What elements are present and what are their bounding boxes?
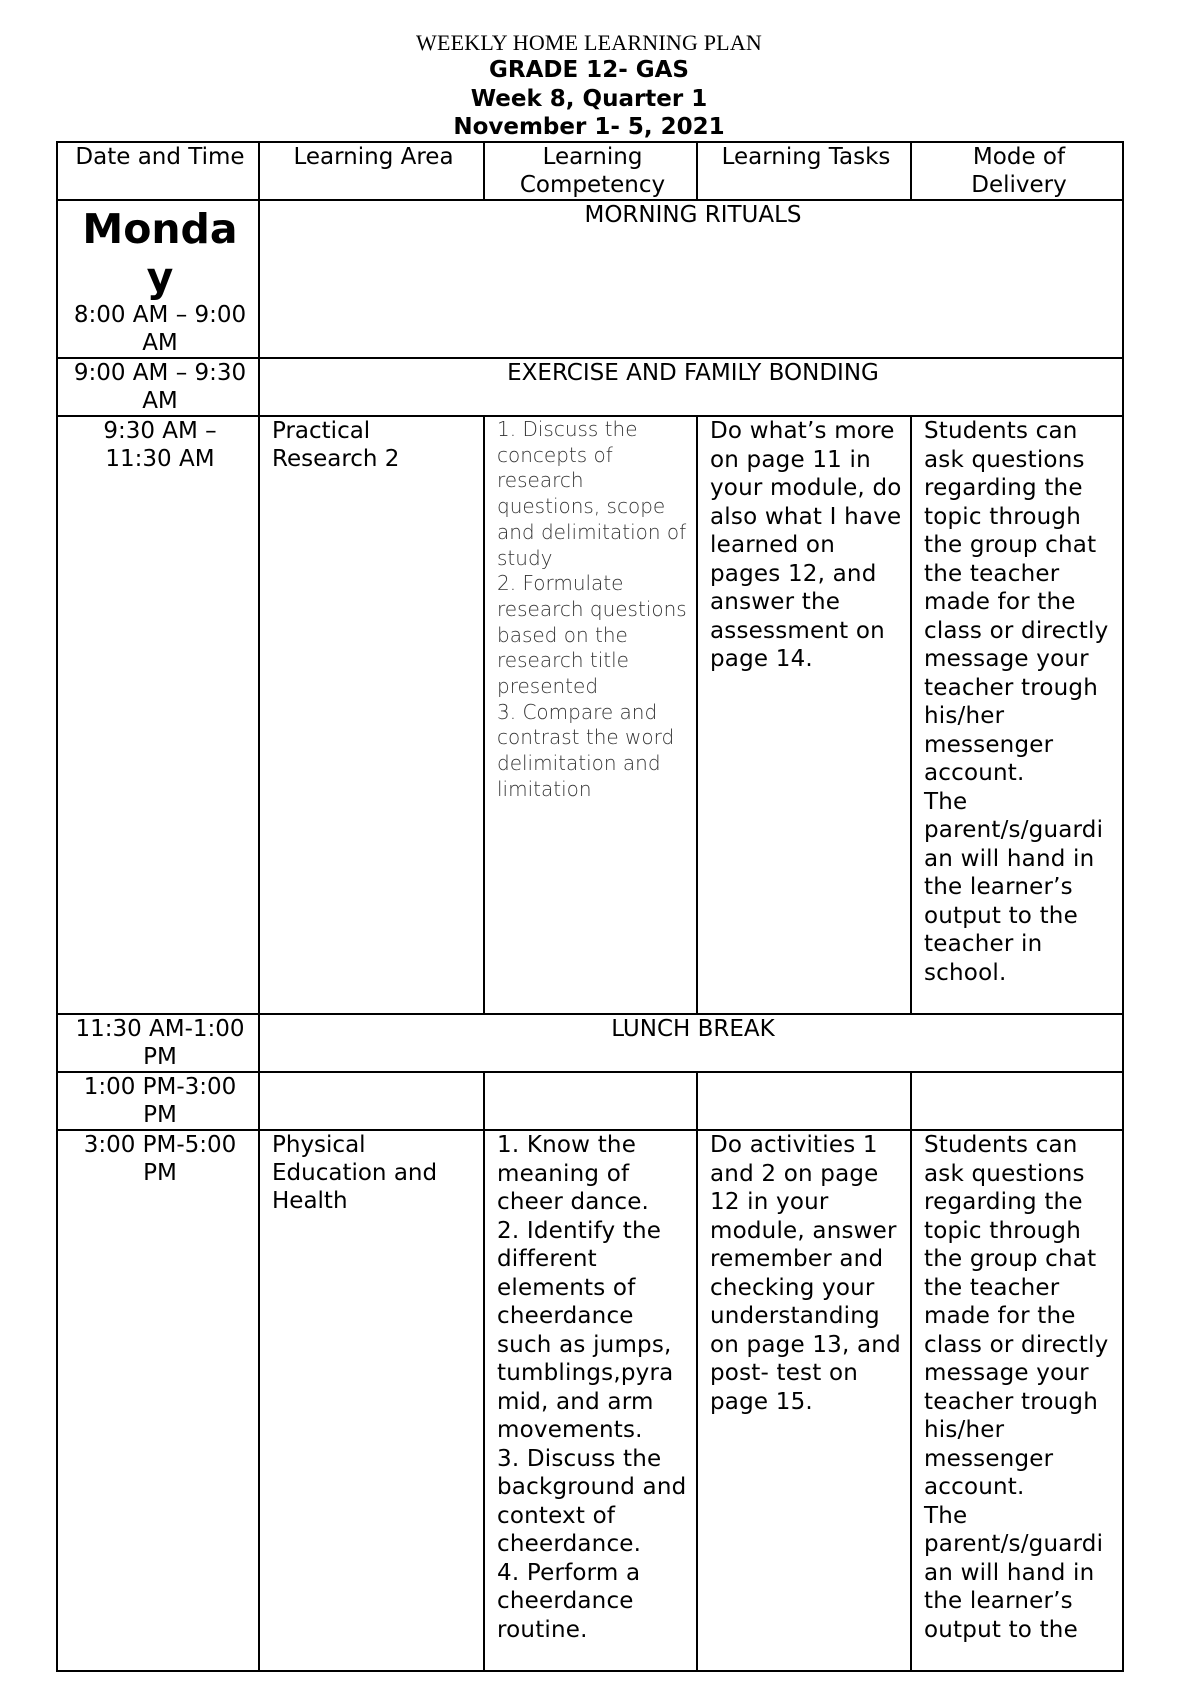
morning-activity: MORNING RITUALS [259, 200, 1123, 358]
empty-cell [697, 1072, 911, 1130]
table-row [57, 200, 1123, 358]
table-header-row [57, 142, 1123, 200]
plan-title: WEEKLY HOME LEARNING PLAN [416, 30, 762, 55]
learning-plan-table [56, 141, 1124, 1672]
pe-tasks: Do activities 1 and 2 on page 12 in your module, answer remember and checking your understanding on page 13, and post- test on page 15. [697, 1130, 911, 1671]
grade-heading: GRADE 12- GAS [488, 57, 689, 83]
empty-cell [484, 1072, 697, 1130]
header-learning-tasks: Learning Tasks [697, 142, 911, 200]
pe-competency: 1. Know the meaning of cheer dance. 2. Identify the different elements of cheerdance such as jumps, tumblings,pyramid, and arm movements. 3. Discuss the background and context of cheerdance. 4. Perform a cheerdance routine. [484, 1130, 697, 1671]
pe-area: Physical Education and Health [259, 1130, 484, 1671]
morning-time: 8:00 AM – 9:00 AM [73, 302, 247, 356]
header-learning-competency: Learning Competency [484, 142, 697, 200]
research-area: Practical Research 2 [259, 416, 484, 1014]
day-label: Monday [82, 205, 238, 301]
research-delivery: Students can ask questions regarding the topic through the group chat the teacher made for the class or directly message your teacher trough his/her messenger account. The parent/s/guardian will hand in the learner’s output to the teacher in school. [911, 416, 1123, 1014]
date-range-heading: November 1- 5, 2021 [453, 114, 725, 140]
morning-time-cell [57, 200, 259, 358]
table-row [57, 416, 1123, 1014]
exercise-time: 9:00 AM – 9:30 AM [57, 358, 259, 416]
research-competency: 1. Discuss the concepts of research questions, scope and delimitation of study 2. Formulate research questions based on the research title presented 3. Compare and contrast the word delimitation and limitation [484, 416, 697, 1014]
afternoon-time: 1:00 PM-3:00 PM [57, 1072, 259, 1130]
exercise-activity: EXERCISE AND FAMILY BONDING [259, 358, 1123, 416]
empty-cell [259, 1072, 484, 1130]
table-row [57, 1072, 1123, 1130]
lunch-time: 11:30 AM-1:00 PM [57, 1014, 259, 1072]
table-row [57, 1130, 1123, 1671]
week-heading: Week 8, Quarter 1 [470, 86, 708, 112]
table-row [57, 358, 1123, 416]
research-tasks: Do what’s more on page 11 in your module, do also what I have learned on pages 12, and answer the assessment on page 14. [697, 416, 911, 1014]
table-row [57, 1014, 1123, 1072]
pe-time: 3:00 PM-5:00 PM [57, 1130, 259, 1671]
header-date-time: Date and Time [57, 142, 259, 200]
header-mode-of-delivery: Mode of Delivery [911, 142, 1123, 200]
header-learning-area: Learning Area [259, 142, 484, 200]
empty-cell [911, 1072, 1123, 1130]
pe-delivery: Students can ask questions regarding the topic through the group chat the teacher made for the class or directly message your teacher trough his/her messenger account. The parent/s/guardian will hand in the learner’s output to the [911, 1130, 1123, 1671]
lunch-activity: LUNCH BREAK [259, 1014, 1123, 1072]
research-time: 9:30 AM – 11:30 AM [57, 416, 259, 1014]
